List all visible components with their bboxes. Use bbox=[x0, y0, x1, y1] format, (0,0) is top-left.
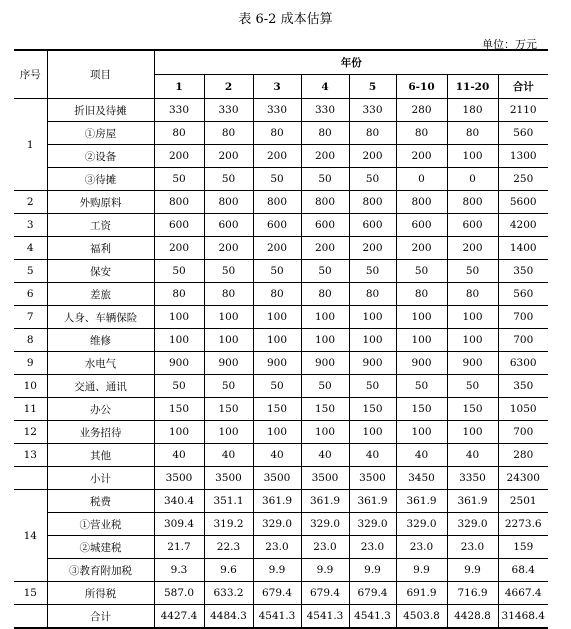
table-row bbox=[14, 237, 548, 260]
row-value: 100 bbox=[396, 421, 447, 444]
table-row bbox=[14, 582, 548, 605]
row-value: 24300 bbox=[498, 467, 548, 490]
row-value: 4541.3 bbox=[253, 605, 301, 629]
row-item: 小计 bbox=[47, 467, 154, 490]
row-value: 100 bbox=[301, 306, 349, 329]
row-value: 80 bbox=[154, 283, 204, 306]
row-value: 50 bbox=[154, 375, 204, 398]
row-value: 200 bbox=[447, 237, 498, 260]
row-value: 200 bbox=[396, 145, 447, 168]
header-year-group: 年份 bbox=[154, 50, 548, 75]
row-value: 100 bbox=[204, 329, 253, 352]
row-seq: 8 bbox=[14, 329, 47, 352]
row-value: 280 bbox=[396, 99, 447, 122]
row-value: 679.4 bbox=[301, 582, 349, 605]
row-seq: 12 bbox=[14, 421, 47, 444]
row-value: 1300 bbox=[498, 145, 548, 168]
row-value: 9.9 bbox=[253, 559, 301, 582]
row-seq: 11 bbox=[14, 398, 47, 421]
row-value: 4667.4 bbox=[498, 582, 548, 605]
row-value: 4541.3 bbox=[349, 605, 396, 629]
row-value: 3500 bbox=[204, 467, 253, 490]
table-row bbox=[14, 513, 548, 536]
row-value: 9.9 bbox=[301, 559, 349, 582]
row-item: 交通、通讯 bbox=[47, 375, 154, 398]
table-body bbox=[14, 99, 548, 629]
row-value: 587.0 bbox=[154, 582, 204, 605]
row-value: 40 bbox=[301, 444, 349, 467]
row-value: 900 bbox=[204, 352, 253, 375]
row-value: 100 bbox=[204, 306, 253, 329]
row-value: 40 bbox=[154, 444, 204, 467]
row-item: ③待摊 bbox=[47, 168, 154, 191]
row-seq: 4 bbox=[14, 237, 47, 260]
row-seq: 3 bbox=[14, 214, 47, 237]
table-row bbox=[14, 145, 548, 168]
row-value: 800 bbox=[349, 191, 396, 214]
header-item: 项目 bbox=[47, 50, 154, 99]
row-value: 600 bbox=[204, 214, 253, 237]
row-value: 319.2 bbox=[204, 513, 253, 536]
row-value: 200 bbox=[204, 145, 253, 168]
table-row bbox=[14, 398, 548, 421]
row-value: 50 bbox=[204, 375, 253, 398]
row-value: 361.9 bbox=[447, 490, 498, 513]
row-value: 100 bbox=[253, 421, 301, 444]
table-row bbox=[14, 306, 548, 329]
row-seq: 14 bbox=[14, 490, 47, 582]
row-item: 差旅 bbox=[47, 283, 154, 306]
row-value: 200 bbox=[154, 237, 204, 260]
row-value: 200 bbox=[154, 145, 204, 168]
row-value: 80 bbox=[396, 122, 447, 145]
row-value: 150 bbox=[301, 398, 349, 421]
row-value: 4428.8 bbox=[447, 605, 498, 629]
table-row bbox=[14, 122, 548, 145]
row-value: 3500 bbox=[349, 467, 396, 490]
row-value: 150 bbox=[154, 398, 204, 421]
row-item: 人身、车辆保险 bbox=[47, 306, 154, 329]
table-row bbox=[14, 605, 548, 629]
row-value: 600 bbox=[396, 214, 447, 237]
row-seq: 2 bbox=[14, 191, 47, 214]
row-value: 80 bbox=[204, 283, 253, 306]
row-value: 50 bbox=[301, 260, 349, 283]
row-value: 50 bbox=[447, 260, 498, 283]
row-value: 100 bbox=[349, 329, 396, 352]
row-value: 4484.3 bbox=[204, 605, 253, 629]
row-value: 280 bbox=[498, 444, 548, 467]
row-item: 合计 bbox=[47, 605, 154, 629]
row-value: 329.0 bbox=[349, 513, 396, 536]
row-value: 200 bbox=[349, 145, 396, 168]
row-value: 361.9 bbox=[253, 490, 301, 513]
row-value: 40 bbox=[253, 444, 301, 467]
row-value: 80 bbox=[447, 283, 498, 306]
row-value: 40 bbox=[396, 444, 447, 467]
row-item: 办公 bbox=[47, 398, 154, 421]
row-value: 100 bbox=[447, 306, 498, 329]
row-value: 22.3 bbox=[204, 536, 253, 559]
row-value: 900 bbox=[447, 352, 498, 375]
row-value: 800 bbox=[447, 191, 498, 214]
row-value: 50 bbox=[154, 168, 204, 191]
table-title: 表 6-2 成本估算 bbox=[238, 12, 333, 27]
row-value: 3500 bbox=[154, 467, 204, 490]
row-value: 100 bbox=[154, 421, 204, 444]
row-value: 100 bbox=[349, 306, 396, 329]
row-value: 80 bbox=[447, 122, 498, 145]
header-year-1: 1 bbox=[154, 75, 204, 99]
table-row bbox=[14, 191, 548, 214]
row-value: 3450 bbox=[396, 467, 447, 490]
table-row bbox=[14, 467, 548, 490]
header-seq: 序号 bbox=[14, 50, 47, 99]
row-value: 2273.6 bbox=[498, 513, 548, 536]
row-item: ③教育附加税 bbox=[47, 559, 154, 582]
row-value: 679.4 bbox=[253, 582, 301, 605]
row-value: 2501 bbox=[498, 490, 548, 513]
row-value: 600 bbox=[154, 214, 204, 237]
row-value: 100 bbox=[396, 329, 447, 352]
row-seq bbox=[14, 467, 47, 490]
header-year-8: 合计 bbox=[498, 75, 548, 99]
row-value: 900 bbox=[253, 352, 301, 375]
row-seq: 13 bbox=[14, 444, 47, 467]
row-value: 50 bbox=[204, 168, 253, 191]
row-value: 50 bbox=[349, 260, 396, 283]
row-value: 3500 bbox=[301, 467, 349, 490]
row-value: 900 bbox=[301, 352, 349, 375]
row-value: 150 bbox=[447, 398, 498, 421]
row-value: 9.9 bbox=[349, 559, 396, 582]
row-value: 80 bbox=[301, 122, 349, 145]
row-value: 361.9 bbox=[349, 490, 396, 513]
row-value: 100 bbox=[396, 306, 447, 329]
row-item: ②设备 bbox=[47, 145, 154, 168]
row-value: 900 bbox=[154, 352, 204, 375]
row-value: 100 bbox=[349, 421, 396, 444]
row-value: 700 bbox=[498, 421, 548, 444]
row-value: 4541.3 bbox=[301, 605, 349, 629]
table-row bbox=[14, 444, 548, 467]
row-value: 329.0 bbox=[447, 513, 498, 536]
row-value: 200 bbox=[396, 237, 447, 260]
row-value: 80 bbox=[349, 283, 396, 306]
row-value: 100 bbox=[301, 329, 349, 352]
row-value: 50 bbox=[253, 168, 301, 191]
row-value: 80 bbox=[253, 283, 301, 306]
row-value: 351.1 bbox=[204, 490, 253, 513]
header-year-2: 2 bbox=[204, 75, 253, 99]
row-seq: 5 bbox=[14, 260, 47, 283]
row-value: 309.4 bbox=[154, 513, 204, 536]
row-value: 361.9 bbox=[301, 490, 349, 513]
row-value: 329.0 bbox=[301, 513, 349, 536]
row-value: 6300 bbox=[498, 352, 548, 375]
row-value: 50 bbox=[349, 168, 396, 191]
row-value: 329.0 bbox=[396, 513, 447, 536]
row-value: 50 bbox=[253, 260, 301, 283]
row-item: 保安 bbox=[47, 260, 154, 283]
row-value: 9.9 bbox=[396, 559, 447, 582]
row-value: 100 bbox=[154, 329, 204, 352]
row-value: 1050 bbox=[498, 398, 548, 421]
row-value: 50 bbox=[447, 375, 498, 398]
header-year-4: 4 bbox=[301, 75, 349, 99]
row-value: 23.0 bbox=[349, 536, 396, 559]
row-value: 50 bbox=[301, 168, 349, 191]
row-value: 50 bbox=[253, 375, 301, 398]
row-value: 800 bbox=[396, 191, 447, 214]
row-value: 50 bbox=[204, 260, 253, 283]
row-value: 679.4 bbox=[349, 582, 396, 605]
row-value: 9.9 bbox=[447, 559, 498, 582]
row-value: 330 bbox=[154, 99, 204, 122]
row-value: 200 bbox=[253, 145, 301, 168]
row-item: 维修 bbox=[47, 329, 154, 352]
row-value: 800 bbox=[204, 191, 253, 214]
row-value: 100 bbox=[154, 306, 204, 329]
row-value: 50 bbox=[154, 260, 204, 283]
row-value: 100 bbox=[253, 306, 301, 329]
row-value: 250 bbox=[498, 168, 548, 191]
row-value: 100 bbox=[253, 329, 301, 352]
row-value: 40 bbox=[204, 444, 253, 467]
row-seq: 10 bbox=[14, 375, 47, 398]
table-row bbox=[14, 329, 548, 352]
row-value: 330 bbox=[349, 99, 396, 122]
row-value: 100 bbox=[301, 421, 349, 444]
row-value: 340.4 bbox=[154, 490, 204, 513]
row-value: 100 bbox=[447, 421, 498, 444]
row-value: 329.0 bbox=[253, 513, 301, 536]
row-value: 800 bbox=[154, 191, 204, 214]
row-seq: 1 bbox=[14, 99, 47, 191]
row-seq bbox=[14, 605, 47, 629]
row-value: 350 bbox=[498, 260, 548, 283]
row-value: 600 bbox=[253, 214, 301, 237]
table-row bbox=[14, 99, 548, 122]
row-value: 80 bbox=[204, 122, 253, 145]
row-item: ①营业税 bbox=[47, 513, 154, 536]
row-value: 330 bbox=[301, 99, 349, 122]
row-value: 200 bbox=[301, 145, 349, 168]
row-item: ②城建税 bbox=[47, 536, 154, 559]
row-value: 700 bbox=[498, 329, 548, 352]
row-value: 100 bbox=[447, 329, 498, 352]
row-seq: 15 bbox=[14, 582, 47, 605]
row-value: 5600 bbox=[498, 191, 548, 214]
row-value: 200 bbox=[301, 237, 349, 260]
row-value: 200 bbox=[253, 237, 301, 260]
row-item: 业务招待 bbox=[47, 421, 154, 444]
row-value: 691.9 bbox=[396, 582, 447, 605]
row-value: 600 bbox=[349, 214, 396, 237]
row-value: 600 bbox=[301, 214, 349, 237]
row-value: 0 bbox=[447, 168, 498, 191]
row-value: 9.6 bbox=[204, 559, 253, 582]
row-value: 21.7 bbox=[154, 536, 204, 559]
row-value: 560 bbox=[498, 122, 548, 145]
row-value: 200 bbox=[349, 237, 396, 260]
table-row bbox=[14, 490, 548, 513]
row-value: 700 bbox=[498, 306, 548, 329]
row-item: 外购原料 bbox=[47, 191, 154, 214]
row-value: 1400 bbox=[498, 237, 548, 260]
row-value: 40 bbox=[349, 444, 396, 467]
row-value: 4200 bbox=[498, 214, 548, 237]
row-value: 180 bbox=[447, 99, 498, 122]
table-row bbox=[14, 421, 548, 444]
row-item: 折旧及待摊 bbox=[47, 99, 154, 122]
table-row bbox=[14, 536, 548, 559]
row-value: 0 bbox=[396, 168, 447, 191]
cost-estimate-table bbox=[14, 49, 548, 629]
table-row bbox=[14, 559, 548, 582]
row-value: 80 bbox=[349, 122, 396, 145]
table-row bbox=[14, 168, 548, 191]
header-year-7: 11-20 bbox=[447, 75, 498, 99]
row-value: 100 bbox=[447, 145, 498, 168]
row-seq: 6 bbox=[14, 283, 47, 306]
row-value: 2110 bbox=[498, 99, 548, 122]
row-item: 福利 bbox=[47, 237, 154, 260]
table-row bbox=[14, 283, 548, 306]
row-value: 150 bbox=[396, 398, 447, 421]
row-item: 工资 bbox=[47, 214, 154, 237]
row-value: 159 bbox=[498, 536, 548, 559]
row-seq: 7 bbox=[14, 306, 47, 329]
row-value: 600 bbox=[447, 214, 498, 237]
row-value: 68.4 bbox=[498, 559, 548, 582]
row-item: 其他 bbox=[47, 444, 154, 467]
row-value: 100 bbox=[204, 421, 253, 444]
row-value: 330 bbox=[253, 99, 301, 122]
row-value: 150 bbox=[253, 398, 301, 421]
row-value: 3350 bbox=[447, 467, 498, 490]
row-value: 150 bbox=[349, 398, 396, 421]
table-row bbox=[14, 352, 548, 375]
table-row bbox=[14, 260, 548, 283]
row-value: 350 bbox=[498, 375, 548, 398]
row-value: 200 bbox=[204, 237, 253, 260]
row-value: 50 bbox=[349, 375, 396, 398]
row-value: 40 bbox=[447, 444, 498, 467]
row-value: 50 bbox=[301, 375, 349, 398]
table-row bbox=[14, 375, 548, 398]
unit-label: 单位：万元 bbox=[482, 38, 537, 51]
header-year-3: 3 bbox=[253, 75, 301, 99]
row-value: 9.3 bbox=[154, 559, 204, 582]
row-value: 50 bbox=[396, 375, 447, 398]
row-value: 716.9 bbox=[447, 582, 498, 605]
row-value: 150 bbox=[204, 398, 253, 421]
row-value: 800 bbox=[253, 191, 301, 214]
row-item: ①房屋 bbox=[47, 122, 154, 145]
row-value: 4503.8 bbox=[396, 605, 447, 629]
row-value: 80 bbox=[301, 283, 349, 306]
row-value: 560 bbox=[498, 283, 548, 306]
header-year-5: 5 bbox=[349, 75, 396, 99]
row-value: 633.2 bbox=[204, 582, 253, 605]
row-value: 3500 bbox=[253, 467, 301, 490]
row-value: 80 bbox=[396, 283, 447, 306]
row-item: 所得税 bbox=[47, 582, 154, 605]
row-value: 330 bbox=[204, 99, 253, 122]
row-value: 4427.4 bbox=[154, 605, 204, 629]
row-value: 80 bbox=[253, 122, 301, 145]
row-value: 23.0 bbox=[396, 536, 447, 559]
row-value: 900 bbox=[349, 352, 396, 375]
table-row bbox=[14, 214, 548, 237]
header-year-6: 6-10 bbox=[396, 75, 447, 99]
row-value: 361.9 bbox=[396, 490, 447, 513]
row-seq: 9 bbox=[14, 352, 47, 375]
row-value: 23.0 bbox=[253, 536, 301, 559]
row-item: 税费 bbox=[47, 490, 154, 513]
row-value: 800 bbox=[301, 191, 349, 214]
row-value: 80 bbox=[154, 122, 204, 145]
row-item: 水电气 bbox=[47, 352, 154, 375]
row-value: 50 bbox=[396, 260, 447, 283]
row-value: 31468.4 bbox=[498, 605, 548, 629]
row-value: 23.0 bbox=[447, 536, 498, 559]
row-value: 900 bbox=[396, 352, 447, 375]
row-value: 23.0 bbox=[301, 536, 349, 559]
